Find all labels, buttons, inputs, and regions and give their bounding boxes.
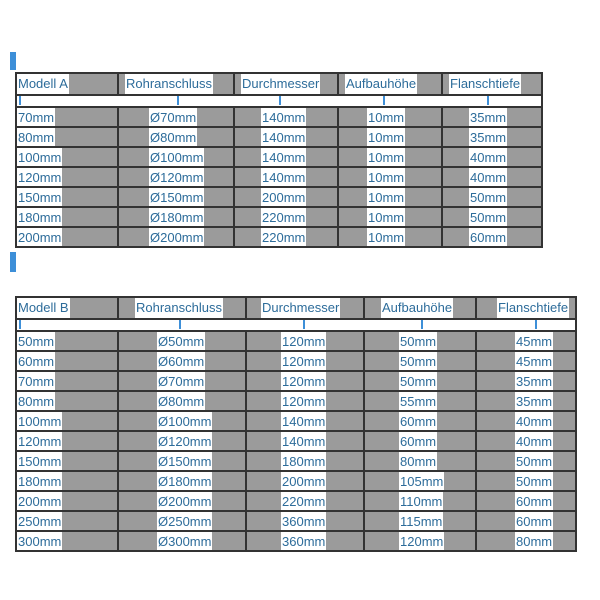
- cell-value: Ø200mm: [150, 230, 204, 245]
- table-row: [17, 412, 577, 432]
- table-row: [17, 372, 577, 392]
- cell-value: 10mm: [368, 170, 405, 185]
- cell-value: 10mm: [368, 110, 405, 125]
- table-cell: [235, 128, 339, 148]
- table-cell: [477, 352, 577, 372]
- header-cell: [17, 298, 119, 320]
- header-cell: [119, 298, 247, 320]
- table-cell: [119, 128, 235, 148]
- header-label: Aufbauhöhe: [381, 298, 453, 318]
- table-cell: [247, 512, 365, 532]
- table-model-a: [15, 72, 543, 248]
- cell-value: 120mm: [282, 394, 326, 409]
- cell-value: 50mm: [400, 354, 437, 369]
- cell-value: 80mm: [18, 130, 55, 145]
- table-cell: [17, 372, 119, 392]
- table-cell: [17, 168, 119, 188]
- cell-value: Ø80mm: [158, 394, 205, 409]
- table-row: [17, 332, 577, 352]
- table-cell: [365, 432, 477, 452]
- column-tick: [303, 320, 305, 329]
- cell-value: 180mm: [18, 474, 62, 489]
- cell-value: 35mm: [516, 374, 553, 389]
- table-cell: [235, 148, 339, 168]
- column-tick: [383, 96, 385, 105]
- table-cell: [119, 392, 247, 412]
- cell-value: 50mm: [18, 334, 55, 349]
- table-cell: [339, 128, 443, 148]
- cell-value: 60mm: [400, 414, 437, 429]
- cell-value: 300mm: [18, 534, 62, 549]
- table-cell: [247, 412, 365, 432]
- table-cell: [365, 472, 477, 492]
- table-cell: [247, 332, 365, 352]
- cell-value: 80mm: [18, 394, 55, 409]
- header-cell: [365, 298, 477, 320]
- table-cell: [247, 352, 365, 372]
- header-label: Durchmesser: [261, 298, 340, 318]
- cell-value: 10mm: [368, 230, 405, 245]
- table-cell: [119, 412, 247, 432]
- cell-value: Ø180mm: [158, 474, 212, 489]
- cell-value: 60mm: [18, 354, 55, 369]
- table-cell: [119, 372, 247, 392]
- cell-value: 140mm: [262, 170, 306, 185]
- cell-value: Ø250mm: [158, 514, 212, 529]
- table-cell: [477, 332, 577, 352]
- table-cell: [247, 472, 365, 492]
- cell-value: Ø70mm: [150, 110, 197, 125]
- table-cell: [17, 332, 119, 352]
- cell-value: 35mm: [470, 130, 507, 145]
- cell-value: 220mm: [282, 494, 326, 509]
- table-cell: [119, 512, 247, 532]
- header-cell: [339, 74, 443, 96]
- table-cell: [17, 512, 119, 532]
- cell-value: 80mm: [516, 534, 553, 549]
- table-cell: [235, 208, 339, 228]
- table-cell: [477, 392, 577, 412]
- column-tick: [535, 320, 537, 329]
- cell-value: 115mm: [400, 514, 443, 529]
- table-cell: [477, 372, 577, 392]
- cell-value: 80mm: [400, 454, 437, 469]
- header-label: Flanschtiefe: [497, 298, 569, 318]
- table-cell: [339, 148, 443, 168]
- table-cell: [119, 332, 247, 352]
- table-body: [17, 330, 577, 552]
- table-cell: [119, 108, 235, 128]
- table-cell: [17, 128, 119, 148]
- table-cell: [119, 228, 235, 248]
- cell-value: 35mm: [470, 110, 507, 125]
- cell-value: 50mm: [400, 374, 437, 389]
- table-cell: [235, 108, 339, 128]
- cell-value: 10mm: [368, 210, 405, 225]
- header-gap: [17, 320, 577, 330]
- table-cell: [17, 432, 119, 452]
- table-cell: [339, 188, 443, 208]
- cell-value: 220mm: [262, 210, 306, 225]
- table-cell: [119, 208, 235, 228]
- cell-value: Ø70mm: [158, 374, 205, 389]
- table-cell: [17, 392, 119, 412]
- cell-value: 200mm: [262, 190, 306, 205]
- table-cell: [247, 492, 365, 512]
- table-row: [17, 532, 577, 552]
- table-row: [17, 148, 543, 168]
- cell-value: 60mm: [400, 434, 437, 449]
- cell-value: 35mm: [516, 394, 553, 409]
- header-cell: [443, 74, 543, 96]
- table-cell: [443, 228, 543, 248]
- table-row: [17, 228, 543, 248]
- header-label: Durchmesser: [241, 74, 320, 94]
- cell-value: Ø100mm: [150, 150, 204, 165]
- cell-value: 120mm: [18, 434, 62, 449]
- table-cell: [443, 208, 543, 228]
- table-cell: [119, 532, 247, 552]
- cell-value: 60mm: [516, 514, 553, 529]
- cell-value: 40mm: [516, 414, 553, 429]
- table-cell: [443, 108, 543, 128]
- table-cell: [443, 168, 543, 188]
- cell-value: 140mm: [282, 434, 326, 449]
- table-cell: [365, 392, 477, 412]
- cell-value: 50mm: [400, 334, 437, 349]
- cell-value: 105mm: [400, 474, 444, 489]
- table-cell: [119, 432, 247, 452]
- table-cell: [119, 188, 235, 208]
- table-cell: [119, 148, 235, 168]
- column-tick: [279, 96, 281, 105]
- cell-value: 180mm: [282, 454, 326, 469]
- cell-value: 70mm: [18, 110, 55, 125]
- cell-value: 200mm: [282, 474, 326, 489]
- cell-value: Ø100mm: [158, 414, 212, 429]
- column-tick: [421, 320, 423, 329]
- table-cell: [247, 392, 365, 412]
- cell-value: 120mm: [18, 170, 62, 185]
- cell-value: 220mm: [262, 230, 306, 245]
- table-cell: [17, 532, 119, 552]
- cell-value: 40mm: [516, 434, 553, 449]
- cell-value: Ø150mm: [150, 190, 204, 205]
- column-tick: [19, 320, 21, 329]
- column-tick: [177, 96, 179, 105]
- table-cell: [365, 332, 477, 352]
- column-tick: [179, 320, 181, 329]
- table-cell: [17, 148, 119, 168]
- cell-value: 120mm: [282, 354, 326, 369]
- table-cell: [17, 412, 119, 432]
- table-cell: [365, 412, 477, 432]
- table-header-row: [17, 298, 577, 320]
- cell-value: 140mm: [262, 110, 306, 125]
- table-cell: [17, 188, 119, 208]
- table-row: [17, 188, 543, 208]
- header-label: Rohranschluss: [125, 74, 213, 94]
- cell-value: 10mm: [368, 130, 405, 145]
- table-cell: [365, 492, 477, 512]
- header-cell: [247, 298, 365, 320]
- cell-value: 180mm: [18, 210, 62, 225]
- cell-value: 50mm: [516, 474, 553, 489]
- cell-value: 120mm: [400, 534, 444, 549]
- table-cell: [477, 532, 577, 552]
- section-marker-b: [10, 252, 16, 272]
- cell-value: 110mm: [400, 494, 443, 509]
- table-cell: [235, 188, 339, 208]
- cell-value: 200mm: [18, 230, 62, 245]
- table-row: [17, 392, 577, 412]
- cell-value: 120mm: [282, 334, 326, 349]
- cell-value: 10mm: [368, 190, 405, 205]
- cell-value: 60mm: [470, 230, 507, 245]
- cell-value: Ø200mm: [158, 494, 212, 509]
- cell-value: 70mm: [18, 374, 55, 389]
- table-cell: [477, 472, 577, 492]
- cell-value: 60mm: [516, 494, 553, 509]
- cell-value: Ø80mm: [150, 130, 197, 145]
- cell-value: 45mm: [516, 334, 553, 349]
- table-cell: [365, 512, 477, 532]
- section-marker-a: [10, 52, 16, 70]
- cell-value: 55mm: [400, 394, 437, 409]
- table-cell: [365, 352, 477, 372]
- cell-value: 120mm: [282, 374, 326, 389]
- table-cell: [17, 452, 119, 472]
- table-row: [17, 492, 577, 512]
- header-label: Aufbauhöhe: [345, 74, 417, 94]
- table-cell: [477, 432, 577, 452]
- cell-value: Ø120mm: [150, 170, 204, 185]
- cell-value: Ø120mm: [158, 434, 212, 449]
- cell-value: 140mm: [282, 414, 326, 429]
- table-cell: [17, 472, 119, 492]
- table-cell: [339, 108, 443, 128]
- table-row: [17, 472, 577, 492]
- table-body: [17, 106, 543, 248]
- cell-value: 50mm: [470, 190, 507, 205]
- table-cell: [365, 532, 477, 552]
- table-cell: [119, 472, 247, 492]
- table-cell: [365, 372, 477, 392]
- table-cell: [119, 492, 247, 512]
- header-label: Modell B: [17, 298, 70, 318]
- table-cell: [247, 372, 365, 392]
- table-cell: [443, 128, 543, 148]
- cell-value: Ø60mm: [158, 354, 205, 369]
- cell-value: 150mm: [18, 454, 62, 469]
- table-cell: [235, 168, 339, 188]
- table-row: [17, 168, 543, 188]
- table-row: [17, 512, 577, 532]
- cell-value: 150mm: [18, 190, 62, 205]
- header-cell: [119, 74, 235, 96]
- header-label: Modell A: [17, 74, 69, 94]
- table-cell: [339, 208, 443, 228]
- cell-value: 200mm: [18, 494, 62, 509]
- table-cell: [443, 148, 543, 168]
- table-cell: [477, 412, 577, 432]
- table-row: [17, 432, 577, 452]
- header-cell: [235, 74, 339, 96]
- table-cell: [17, 228, 119, 248]
- table-cell: [339, 168, 443, 188]
- table-row: [17, 108, 543, 128]
- table-cell: [339, 228, 443, 248]
- table-cell: [17, 352, 119, 372]
- header-label: Rohranschluss: [135, 298, 223, 318]
- table-cell: [119, 352, 247, 372]
- cell-value: 10mm: [368, 150, 405, 165]
- column-tick: [19, 96, 21, 105]
- cell-value: 360mm: [282, 514, 326, 529]
- cell-value: Ø300mm: [158, 534, 212, 549]
- table-cell: [17, 492, 119, 512]
- column-tick: [487, 96, 489, 105]
- cell-value: Ø150mm: [158, 454, 212, 469]
- cell-value: 50mm: [516, 454, 553, 469]
- header-cell: [17, 74, 119, 96]
- cell-value: 360mm: [282, 534, 326, 549]
- table-row: [17, 452, 577, 472]
- cell-value: 100mm: [18, 414, 62, 429]
- cell-value: 140mm: [262, 130, 306, 145]
- table-cell: [17, 208, 119, 228]
- table-cell: [477, 452, 577, 472]
- header-gap: [17, 96, 543, 106]
- table-cell: [443, 188, 543, 208]
- table-cell: [235, 228, 339, 248]
- table-cell: [247, 432, 365, 452]
- table-cell: [365, 452, 477, 472]
- table-cell: [17, 108, 119, 128]
- cell-value: Ø50mm: [158, 334, 205, 349]
- header-label: Flanschtiefe: [449, 74, 521, 94]
- header-cell: [477, 298, 577, 320]
- table-cell: [119, 168, 235, 188]
- table-cell: [477, 492, 577, 512]
- table-model-b: [15, 296, 577, 552]
- cell-value: 250mm: [18, 514, 62, 529]
- cell-value: 100mm: [18, 150, 62, 165]
- table-cell: [247, 452, 365, 472]
- table-cell: [477, 512, 577, 532]
- table-header-row: [17, 74, 543, 96]
- table-row: [17, 128, 543, 148]
- table-cell: [247, 532, 365, 552]
- cell-value: 45mm: [516, 354, 553, 369]
- cell-value: Ø180mm: [150, 210, 204, 225]
- table-row: [17, 352, 577, 372]
- table-cell: [119, 452, 247, 472]
- cell-value: 40mm: [470, 170, 507, 185]
- table-row: [17, 208, 543, 228]
- cell-value: 50mm: [470, 210, 507, 225]
- cell-value: 40mm: [470, 150, 507, 165]
- cell-value: 140mm: [262, 150, 306, 165]
